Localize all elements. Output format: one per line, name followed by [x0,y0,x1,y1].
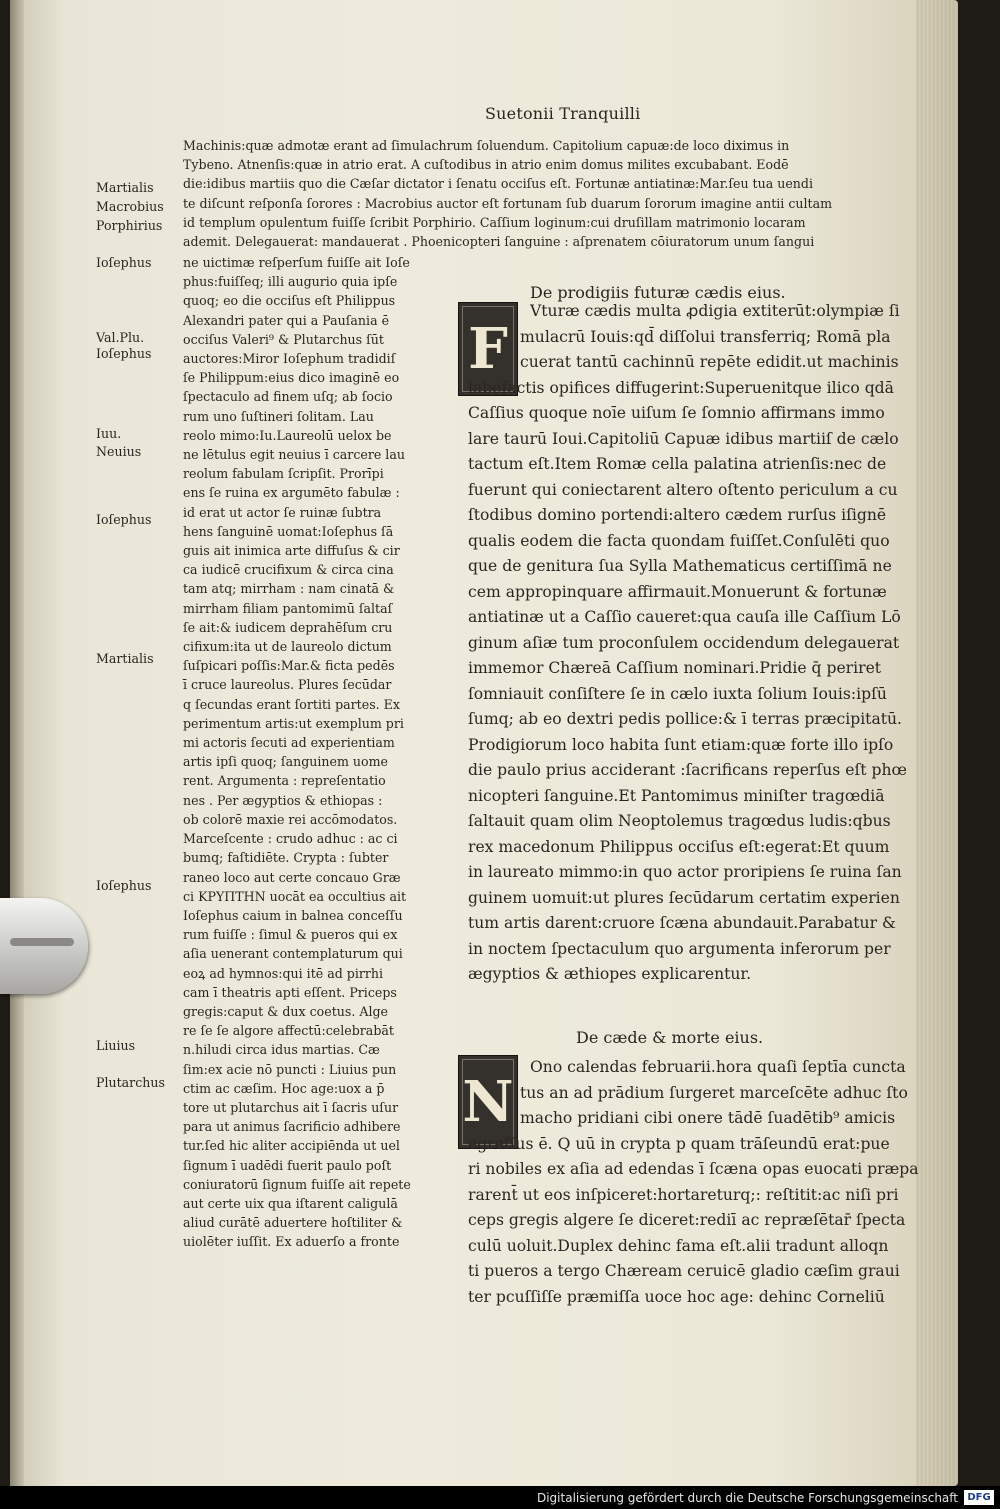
top-commentary-block [183,136,832,251]
text-line: cifixum:ita ut de laureolo dictum [183,639,392,655]
text-line: die paulo prius acciderant :ſacrificans reperſus eſt phœ [468,761,907,779]
text-line: ſtodibus domino portendi:altero cædem rurſus iſignē [468,506,887,524]
main-text-prodigies [468,299,907,988]
text-line: macho pridiani cibi onere tādē ſuadētib⁹ amicis [520,1109,896,1127]
text-line: aut certe uix qua iſtarent caligulā [183,1195,398,1211]
text-line: ci ΚΡΥΠΤΗΝ uocāt ea occultius ait [183,888,407,904]
text-line: aliud curātē aduertere hoſtiliter & [183,1215,403,1231]
running-head: Suetonii Tranquilli [485,104,641,123]
marginal-note: Porphirius [96,218,163,233]
text-line: Vturæ cædis multa ꝓdigia extiterūt:olympiæ ſi [530,302,900,320]
decorated-initial-n: N [458,1055,518,1149]
text-line: raneo loco aut certe concauo Græ [183,869,401,885]
text-line: rent. Argumenta : repreſentatio [183,773,386,789]
text-line: ſe ait:& iudicem deprahēſum cru [183,619,393,635]
text-line: q ſecundas erant ſortiti partes. Ex [183,696,400,712]
text-line: n.hiludi circa idus martias. Cæ [183,1042,380,1058]
text-line: Alexandri pater qui a Pauſania ē [183,312,390,328]
text-line: tum artis darent:cruore ſcæna abundauit.Parabatur & [468,914,896,932]
page-edges [916,0,958,1486]
text-line: cem appropinquare affirmauit.Monuerunt & fortunæ [468,582,887,601]
text-line: occiſus Valeri⁹ & Plutarchus ſūt [183,331,384,347]
section-heading-death: De cæde & morte eius. [576,1028,764,1047]
text-line: ter pcuſſiſſe præmiſſa uoce hoc age: dehinc Corneliū [468,1287,885,1306]
text-line: bumq; faſtidiēte. Crypta : ſubter [183,850,389,866]
marginal-note: Martialis [96,651,154,666]
text-line: phus:fuiſſeq; illi augurio quia ipſe [183,274,398,290]
footer-bar [0,1486,1000,1509]
text-line: Caſſius quoque noīe uiſum ſe ſomnio affirmans immo [468,404,885,422]
text-line: rum uno ſuſtineri ſolitam. Lau [183,408,374,424]
text-line: nicopteri ſanguine.Et Pantomimus miniſter tragœdiā [468,786,885,805]
text-line: guinem uomuit:ut plures ſecūdarum certatim experien [468,888,900,907]
text-line: ca iudicē crucifixum & circa cina [183,562,394,578]
text-line: in laureato mimmo:in quo actor proripiens ſe ruina ſan [468,863,902,881]
marginal-note: Macrobius [96,199,164,214]
text-line: Prodigiorum loco habita ſunt etiam:quæ forte illo ipſo [468,735,894,754]
text-line: uiolēter iuſſit. Ex aduerſo a fronte [183,1234,400,1250]
text-line: coniuratorū ſignum fuiſſe ait repete [183,1176,411,1192]
text-line: ſumq; ab eo dextri pedis pollice:& ī terras præcipitatū. [468,710,903,728]
marginal-note: Neuius [96,444,142,459]
page-gutter [10,0,24,1486]
marginal-note: Ioſephus [96,878,152,893]
text-line: ri nobiles ex aſia ad edendas ī ſcæna opas euocati præpa [468,1160,919,1178]
text-line: Tybeno. Atnenſis:quæ in atrio erat. A cuſtodibus in atrio enim domus milites excubabant. Eodē [183,157,789,173]
text-line: mi actoris ſecuti ad experientiam [183,735,395,751]
text-line: tactum eſt.Item Romæ cella palatina atrienſis:nec de [468,455,887,473]
text-line: tur.ſed hic aliter accipiēnda ut uel [183,1138,400,1154]
text-line: aſia uenerant contemplaturum qui [183,946,403,962]
marginal-note: Ioſephus [96,512,152,527]
text-line: rarent̄ ut eos inſpiceret:hortareturq;: reſtitit:ac niſi pri [468,1185,899,1204]
text-line: eoꝝ ad hymnos:qui itē ad pirrhi [183,965,384,981]
text-line: reolo mimo:Iu.Laureolū uelox be [183,427,392,443]
text-line: Ioſephus caium in balnea conceſſu [183,907,403,923]
text-line: mulacrū Iouis:qd̄ diſſolui transferriq; Romā pla [520,327,891,346]
text-line: die:idibus martiis quo die Cæſar dictator i ſenatu occiſus eſt. Fortunæ antiatinæ:Mar.ſeu tua uendi [183,176,814,192]
section-heading-prodigies: De prodigiis futuræ cædis eius. [530,283,786,302]
text-line: id templum opulentum fuiſſe ſcribit Porphirio. Caſſium loginum:cui druſillam matrimonio locaram [183,214,806,230]
book-page [10,0,958,1486]
text-line: ginum aſiæ tum proconſulem occidendum delegauerat [468,633,900,652]
text-line: hens ſanguinē uomat:Ioſephus ſā [183,523,394,539]
text-line: ne lētulus egit neuius ī carcere lau [183,447,405,463]
marginal-note: Martialis [96,180,154,195]
text-line: ſe Philippum:eius dico imaginē eo [183,370,400,386]
main-text-death [468,1055,919,1310]
text-line: ſuſpicari poſſis:Mar.& ficta pedēs [183,658,395,674]
text-line: rum fuiſſe : ſimul & pueros qui ex [183,927,398,943]
text-line: culū uoluit.Duplex dehinc fama eſt.alii tradunt alloqn [468,1236,889,1255]
text-line: ctim ac cæſim. Hoc age:uox a p̄ [183,1080,385,1096]
text-line: ne uictimæ reſperſum fuiſſe ait Ioſe [183,255,410,270]
text-line: cam ī theatris apti eſſent. Priceps [183,984,397,1000]
text-line: lare taurū Ioui.Capitoliū Capuæ idibus martiiſ de cælo [468,429,899,448]
text-line: qualis eodem die facta quondam fuiſſet.Conſulēti quo [468,531,890,550]
text-line: Marceſcente : crudo adhuc : ac ci [183,831,398,847]
decorated-initial-f: F [458,302,518,396]
text-line: tore ut plutarchus ait ī ſacris uſur [183,1099,399,1115]
text-line: ī cruce laureolus. Plures ſecūdar [183,677,392,693]
text-line: rex macedonum Philippus occiſus eſt:egerat:Et quum [468,837,890,856]
text-line: para ut animus ſacrificio adhibere [183,1119,401,1135]
text-line: ti pueros a tergo Chæream ceruicē gladio cæſim graui [468,1262,900,1280]
show-through-left [114,128,119,156]
text-line: immemor Chæreā Caſſium nominari.Pridie q̄ periret [468,659,882,677]
text-line: Ono calendas februarii.hora quaſi ſeptīa cuncta [530,1058,906,1076]
text-line: quoq; eo die occiſus eſt Philippus [183,293,396,309]
text-line: mirrham filiam pantomimū ſaltaſ [183,600,393,616]
marginal-note: Val.Plu. [96,330,145,345]
text-line: que de genitura ſua Sylla Mathematicus certiſſimā ne [468,557,892,575]
text-line: gregis:caput & dux coetus. Alge [183,1003,388,1019]
text-line: fuerunt qui coniectarent altero oſtento periculum a cu [468,480,898,499]
text-line: labefactis opifices diffugerint:Superuenitque ilico qdā [468,378,894,397]
text-line: te diſcunt reſponſa ſorores : Macrobius auctor eſt fortunam ſub duarum ſororum imagine antii cultam [183,195,833,211]
text-line: perimentum artis:ut exemplum pri [183,715,404,731]
text-line: ſim:ex acie nō puncti : Liuius pun [183,1061,397,1077]
text-line: ens ſe ruina ex argumēto fabulæ : [183,485,400,501]
text-line: ſaltauit quam olim Neoptolemus tragœdus ludis:qbus [468,812,891,830]
text-line: ob colorē maxie rei accōmodatos. [183,811,398,827]
funding-notice: Digitalisierung gefördert durch die Deutsche Forschungsgemeinschaft [536,1491,958,1505]
text-line: ſignum ī uadēdi fuerit paulo poſt [183,1157,392,1173]
text-line: artis ipſi quoq; ſanguinem uome [183,754,389,770]
text-line: re ſe ſe algore affectū:celebrabāt [183,1023,394,1039]
text-line: id erat ut actor ſe ruinæ ſubtra [183,504,382,520]
text-line: tus an ad prādium ſurgeret marceſcēte adhuc ſto [520,1083,908,1102]
marginal-note: Iuu. [96,426,122,441]
text-line: cuerat tantū cachinnū repēte edidit.ut machinis [520,353,899,371]
text-line: egreſſus ē. Q uū in crypta p quam trāſeundū erat:pue [468,1134,890,1153]
text-line: auctores:Miror Ioſephum tradidiſ [183,351,396,367]
text-line: guis ait inimica arte diffuſus & cir [183,543,400,559]
marginal-note: Liuius [96,1038,136,1053]
text-line: ademit. Delegauerat: mandauerat . Phoenicopteri ſanguine : aſprenatem cōiuratorum unum ſangui [183,234,815,250]
text-line: nes . Per ægyptios & ethiopas : [183,792,383,808]
text-line: in noctem ſpectaculum quo argumenta inferorum per [468,939,891,958]
dfg-logo: DFG [964,1490,994,1505]
text-line: Machinis:quæ admotæ erant ad ſimulachrum ſoluendum. Capitolium capuæ:de loco diximus in [183,138,790,153]
marginal-note: Ioſephus [96,346,152,361]
text-line: ægyptios & æthiopes explicarentur. [468,965,752,983]
text-line: tam atq; mirrham : nam cinatā & [183,581,395,597]
text-line: antiatinæ ut a Caſſio caueret:qua cauſa ille Caſſium Lō [468,608,901,626]
text-line: ſomniauit conſiſtere ſe in cælo iuxta ſolium Iouis:ipſū [468,684,887,703]
text-line: ceps gregis algere ſe diceret:rediī ac repræſētar̄ ſpecta [468,1211,906,1229]
marginal-note: Plutarchus [96,1075,165,1090]
marginal-note: Ioſephus [96,255,152,270]
commentary-column [183,253,411,1252]
text-line: reolum fabulam ſcripſit. Prorīpi [183,466,384,482]
text-line: ſpectaculo ad finem uſq; ab ſocio [183,389,393,405]
